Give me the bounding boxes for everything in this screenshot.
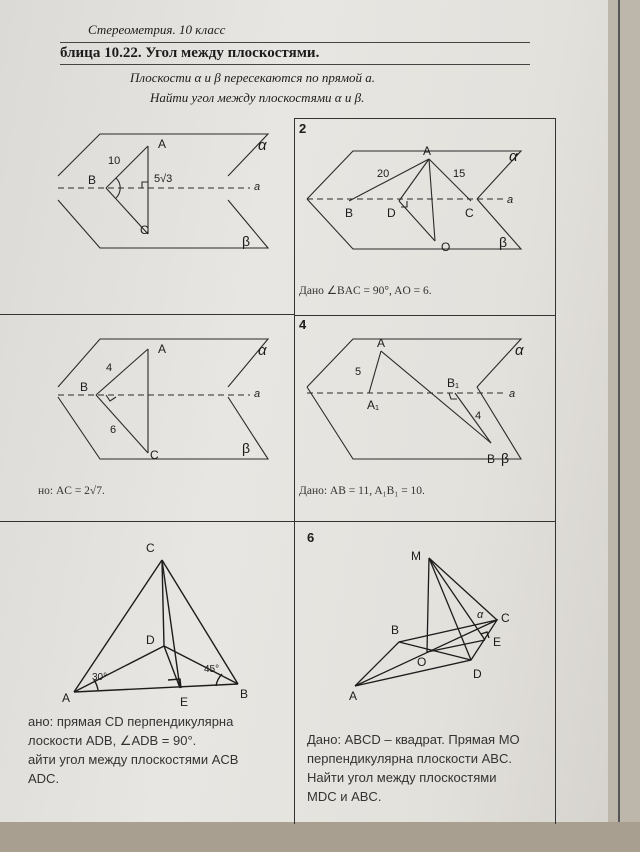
label-bb1-length: 4 xyxy=(475,410,482,422)
label-A: A xyxy=(158,137,167,151)
label-E: E xyxy=(180,695,189,709)
problem-cell-4 xyxy=(295,315,556,522)
label-beta: β xyxy=(499,234,508,250)
segment-ab xyxy=(381,351,491,443)
problem-table xyxy=(0,118,556,824)
label-M: M xyxy=(411,549,421,563)
label-A1: A₁ xyxy=(367,398,380,412)
running-head: Стереометрия. 10 класс xyxy=(88,22,226,37)
label-B: B xyxy=(345,206,354,220)
label-beta: β xyxy=(501,450,510,466)
segment-oe xyxy=(427,640,485,652)
label-ab-length: 10 xyxy=(108,155,121,167)
label-A: A xyxy=(62,691,71,705)
segment-ce xyxy=(162,560,180,688)
bottom-shadow xyxy=(0,822,640,852)
problem-number-4: 4 xyxy=(299,317,307,332)
diagram-1 xyxy=(0,118,294,314)
problem-number-6: 6 xyxy=(307,530,315,545)
label-O: O xyxy=(441,240,451,254)
label-C: C xyxy=(465,206,474,220)
label-C: C xyxy=(146,541,155,555)
segment-bc xyxy=(96,395,148,453)
label-B: B xyxy=(487,452,496,466)
segment-aa1 xyxy=(369,351,381,393)
label-angle-a: 30° xyxy=(92,672,108,683)
plane-beta-outline xyxy=(58,200,268,248)
diagram-6 xyxy=(295,522,555,722)
given-5 xyxy=(28,712,238,788)
given-5-line-3: айти угол между плоскостями ACB xyxy=(28,752,239,767)
segment-ab xyxy=(96,349,148,395)
given-6-line-4: MDC и ABC. xyxy=(307,789,382,804)
label-line-a: a xyxy=(254,388,261,400)
label-B: B xyxy=(240,687,249,701)
label-B: B xyxy=(80,380,89,394)
label-beta: β xyxy=(242,440,251,456)
given-6-line-1: Дано: ABCD – квадрат. Прямая MO xyxy=(307,732,520,747)
segment-mc xyxy=(429,558,497,620)
title-rule xyxy=(60,64,530,65)
given-5-line-4: ADC. xyxy=(28,771,60,786)
label-line-a: a xyxy=(509,388,516,400)
label-E: E xyxy=(493,635,502,649)
right-angle-mark xyxy=(106,395,116,401)
task-line-1: Плоскости α и β пересекаются по прямой a. xyxy=(130,70,376,85)
label-C: C xyxy=(140,223,149,237)
label-A: A xyxy=(377,336,386,350)
label-beta: β xyxy=(242,233,251,249)
given-6-line-2: перпендикулярна плоскости ABC. xyxy=(307,751,512,766)
plane-alpha-outline xyxy=(307,339,521,387)
segment-ab xyxy=(74,684,238,692)
label-A: A xyxy=(349,689,358,703)
label-alpha: α xyxy=(477,609,484,621)
given-6-line-3: Найти угол между плоскостями xyxy=(307,770,497,785)
task-line-2: Найти угол между плоскостями α и β. xyxy=(150,90,365,105)
label-line-a: a xyxy=(254,181,261,193)
plane-beta-outline xyxy=(58,397,268,459)
background-desk xyxy=(608,0,640,852)
label-B1: B₁ xyxy=(447,376,460,390)
label-height: 5√3 xyxy=(154,173,173,185)
label-alpha: α xyxy=(509,148,518,165)
label-ac-length: 15 xyxy=(453,168,466,180)
given-5-line-1: ано: прямая CD перпендикулярна xyxy=(28,714,234,729)
plane-beta-outline xyxy=(307,387,521,459)
problem-cell-3 xyxy=(0,315,295,522)
label-B: B xyxy=(88,173,97,187)
segment-ao xyxy=(429,159,435,241)
segment-mo xyxy=(427,558,429,652)
segment-bc xyxy=(162,560,238,684)
label-A: A xyxy=(423,144,432,158)
plane-alpha-outline xyxy=(307,151,521,199)
segment-ac xyxy=(429,159,471,201)
given-5-line-2: лоскости ADB, ∠ADB = 90°. xyxy=(28,733,197,748)
given-2: Дано ∠BAC = 90°, AO = 6. xyxy=(299,285,432,297)
problem-number-2: 2 xyxy=(299,121,307,136)
label-line-a: a xyxy=(507,194,514,206)
label-C: C xyxy=(150,448,159,462)
segment-ad xyxy=(74,646,164,692)
problem-cell-6 xyxy=(295,522,556,824)
label-aa1-length: 5 xyxy=(355,366,362,378)
plane-beta-outline xyxy=(307,199,521,249)
segment-ad xyxy=(399,159,429,201)
label-B: B xyxy=(391,623,400,637)
diagram-5 xyxy=(0,522,294,722)
label-alpha: α xyxy=(258,137,267,154)
label-D: D xyxy=(146,633,155,647)
label-D: D xyxy=(473,667,482,681)
label-ab-length: 20 xyxy=(377,168,390,180)
label-D: D xyxy=(387,206,396,220)
label-A: A xyxy=(158,342,167,356)
header-rule xyxy=(60,42,530,43)
given-3: но: AC = 2√7. xyxy=(38,485,105,497)
problem-cell-2 xyxy=(295,118,556,316)
problem-cell-5 xyxy=(0,522,295,824)
segment-ab xyxy=(349,159,429,201)
label-O: O xyxy=(417,655,427,669)
label-C: C xyxy=(501,611,510,625)
given-6 xyxy=(307,730,520,806)
label-angle-b: 45° xyxy=(204,664,220,675)
label-bc-length: 6 xyxy=(110,424,117,436)
given-4: Дано: AB = 11, A₁B₁ = 10. xyxy=(299,485,425,497)
segment-ac xyxy=(74,560,162,692)
label-ab-length: 4 xyxy=(106,362,113,374)
right-angle-mark xyxy=(142,182,148,188)
label-alpha: α xyxy=(515,342,524,359)
table-title: блица 10.22. Угол между плоскостями. xyxy=(60,45,320,61)
page-edge xyxy=(618,0,620,852)
label-alpha: α xyxy=(258,342,267,359)
problem-cell-1 xyxy=(0,118,295,315)
